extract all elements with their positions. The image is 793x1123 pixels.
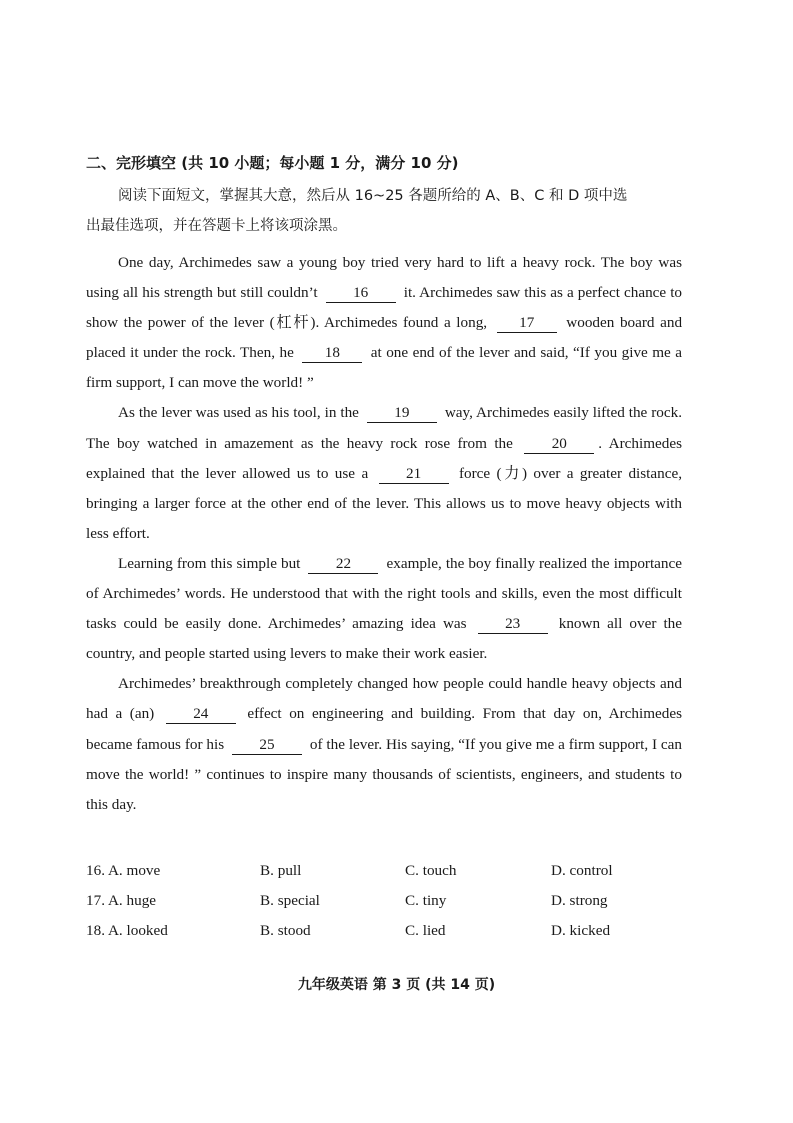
section-heading [86,151,706,175]
paragraph-text: force (力) over a greater distance, bringing a larger force at the other end of the lever. This allows us to move heavy objects with less effort. [86,464,682,542]
option-c: C. lied [405,922,446,939]
paragraph-text: at one end of the lever and said, “If you give me a firm support, I can move the world! ” [86,344,682,392]
paragraph-text: As the lever was used as his tool, in the [118,404,359,422]
answer-options [86,862,686,952]
paragraph-text: . Archimedes explained that the lever allowed us to use a [86,434,682,482]
instructions [86,181,686,241]
paragraph-text: Learning from this simple but [118,554,301,572]
paragraph-text: example, the boy finally realized the importance of Archimedes’ words. He understood that with the right tools and skills, even the most difficult tasks could be easily done. Archimedes’ amazing idea was [86,554,683,633]
option-d: D. strong [551,892,608,909]
question-row-16 [86,862,686,892]
question-row-18 [86,922,686,952]
option-c: C. touch [405,862,457,879]
blank-22: 22 [308,555,378,574]
blank-17: 17 [497,314,557,333]
paragraph-text: it. Archimedes saw this as a perfect chance to show the power of the lever (杠杆). Archimedes found a long, [86,284,683,332]
option-d: D. control [551,862,613,879]
question-row-17 [86,892,686,922]
blank-25: 25 [232,736,302,755]
paragraph-3 [86,549,682,669]
paragraph-1 [86,248,682,398]
blank-18: 18 [302,344,362,363]
paragraph-4 [86,669,682,819]
option-c: C. tiny [405,892,447,909]
option-d: D. kicked [551,922,611,939]
blank-24: 24 [166,705,236,724]
option-a: 18. A. looked [86,922,168,939]
paragraph-2 [86,398,682,548]
paragraph-text: Archimedes’ breakthrough completely changed how people could handle heavy objects and had a (an) [86,675,682,723]
paragraph-text: One day, Archimedes saw a young boy tried very hard to lift a heavy rock. The boy was using all his strength but still couldn’t [86,254,682,302]
option-a: 16. A. move [86,862,161,879]
paragraph-text: of the lever. His saying, “If you give me a firm support, I can move the world! ” continues to inspire many thousands of scientists, engineers, and students to this day. [86,735,683,813]
page-footer: 九年级英语 第 3 页 (共 14 页) [297,977,496,993]
option-a: 17. A. huge [86,892,157,909]
paragraph-text: known all over the country, and people started using levers to make their work easier. [86,615,683,663]
paragraph-text: way, Archimedes easily lifted the rock. The boy watched in amazement as the heavy rock rose from the [86,404,683,452]
option-b: B. pull [260,862,302,879]
blank-19: 19 [367,404,437,423]
section-title: 二、完形填空 [86,154,177,172]
instructions-line-2: 出最佳选项，并在答题卡上将该项涂黑。 [86,218,347,234]
option-b: B. stood [260,922,311,939]
cloze-passage [86,248,682,820]
instructions-line-1: 阅读下面短文，掌握其大意，然后从 16~25 各题所给的 A、B、C 和 D 项中选 [118,188,628,204]
option-b: B. special [260,892,320,909]
paragraph-text: effect on engineering and building. From that day on, Archimedes became famous for his [86,705,683,753]
paragraph-text: wooden board and placed it under the rock. Then, he [86,314,683,362]
blank-23: 23 [478,615,548,634]
blank-16: 16 [326,284,396,303]
section-subtitle: (共 10 小题；每小题 1 分，满分 10 分) [181,154,459,172]
blank-20: 20 [524,435,594,454]
blank-21: 21 [379,465,449,484]
